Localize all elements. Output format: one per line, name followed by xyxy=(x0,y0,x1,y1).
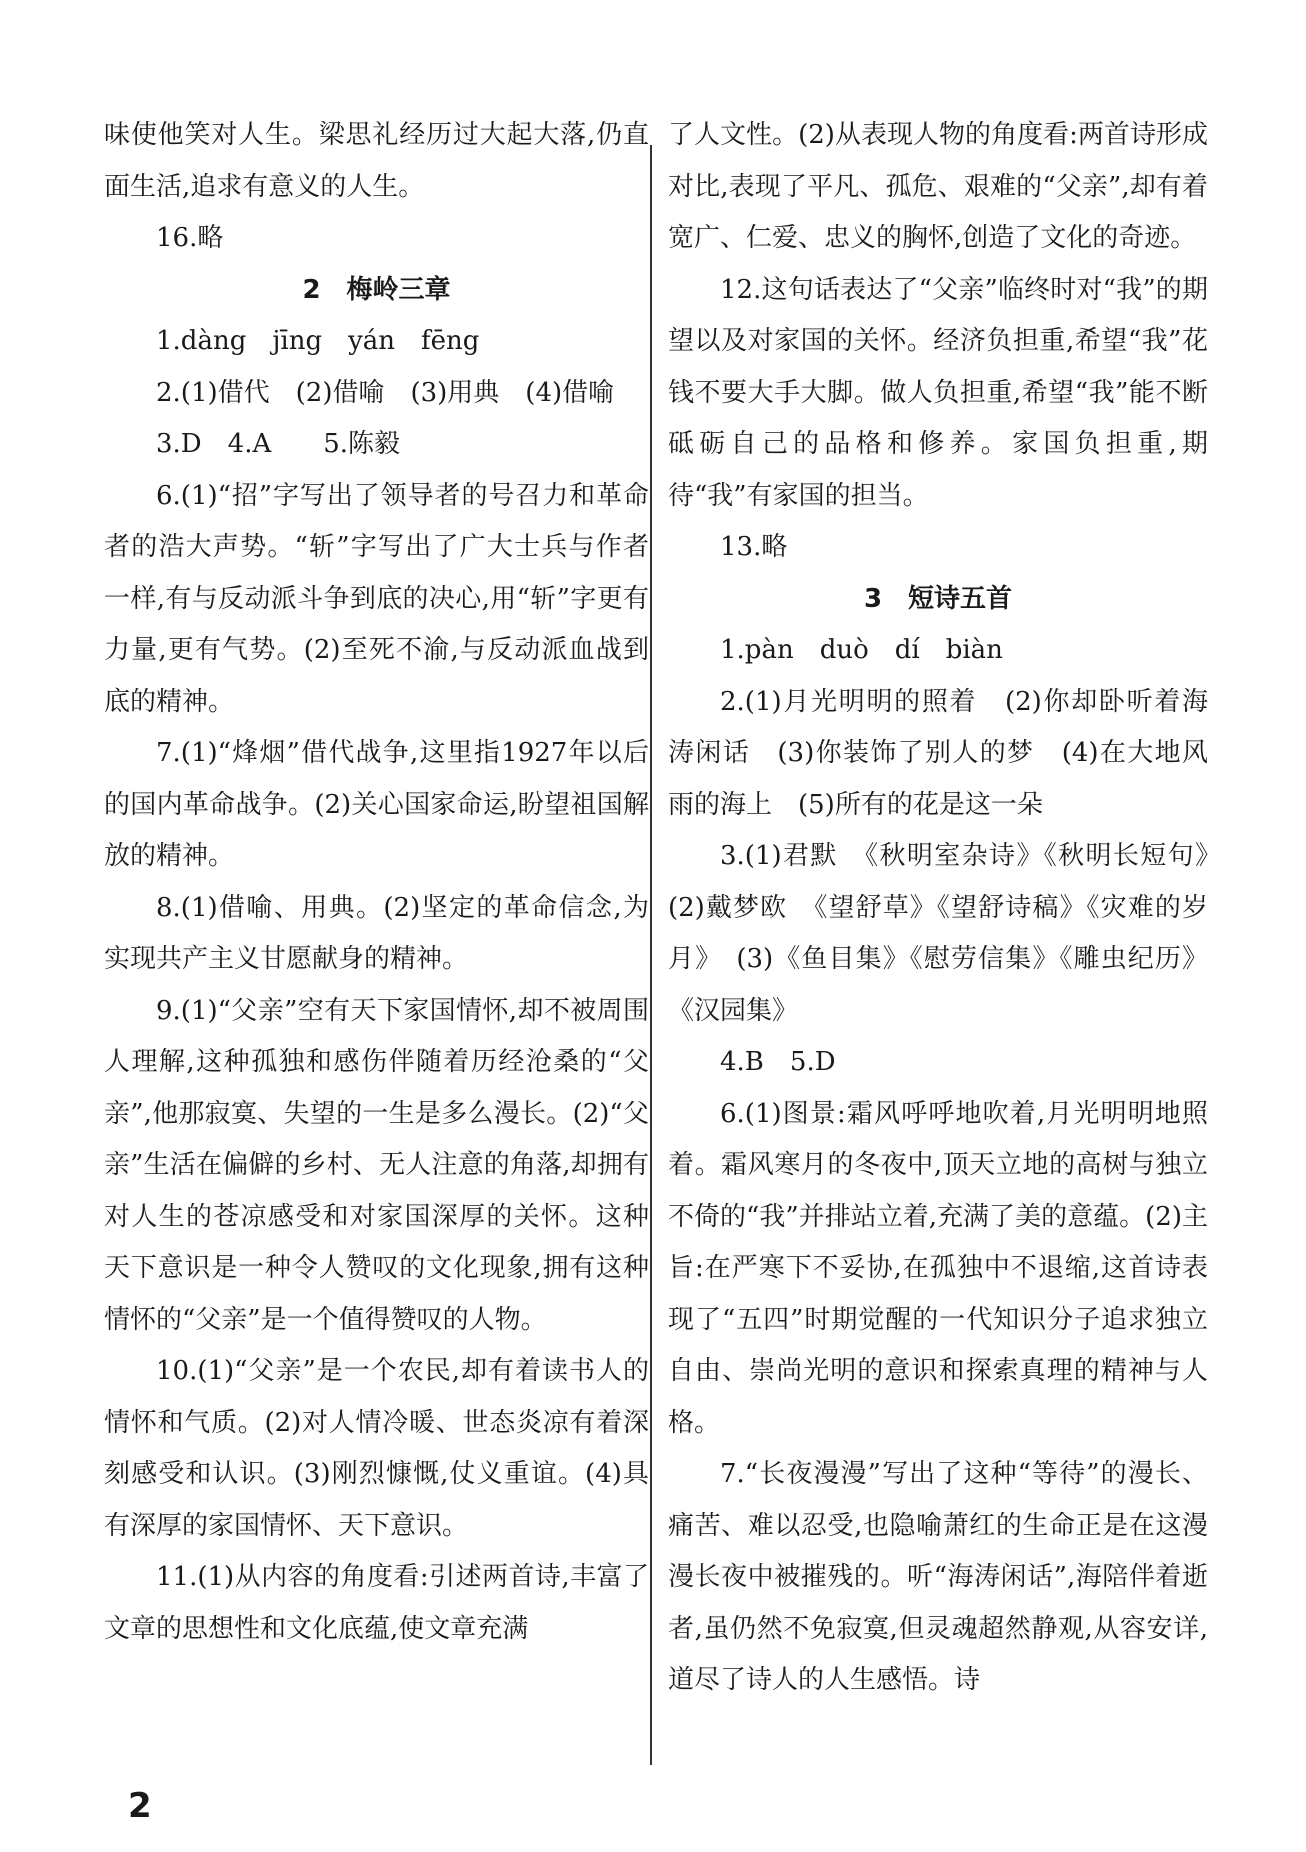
answer-paragraph: 7.(1)“烽烟”借代战争,这里指1927年以后的国内革命战争。(2)关心国家命运,盼望祖国解放的精神。 xyxy=(104,738,649,871)
answer-paragraph: 2.(1)月光明明的照着 (2)你却卧听着海涛闲话 (3)你装饰了别人的梦 (4)在大地风雨的海上 (5)所有的花是这一朵 xyxy=(668,686,1208,820)
page-number: 2 xyxy=(128,1786,152,1826)
answer-paragraph: 了人文性。(2)从表现人物的角度看:两首诗形成对比,表现了平凡、孤危、艰难的“父亲”,却有着宽广、仁爱、忠义的胸怀,创造了文化的奇迹。 xyxy=(668,120,1208,253)
answer-paragraph: 16.略 xyxy=(156,223,224,253)
answer-paragraph: 9.(1)“父亲”空有天下家国情怀,却不被周围人理解,这种孤独和感伤伴随着历经沧桑的“父亲”,他那寂寞、失望的一生是多么漫长。(2)“父亲”生活在偏僻的乡村、无人注意的角落,却拥有对人生的苍凉感受和对家国深厚的关怀。这种天下意识是一种令人赞叹的文化现象,拥有这种情怀的“父亲”是一个值得赞叹的人物。 xyxy=(104,995,649,1335)
right-column xyxy=(668,110,1235,1707)
answer-paragraph: 13.略 xyxy=(720,532,788,562)
answer-paragraph: 6.(1)图景:霜风呼呼地吹着,月光明明地照着。霜风寒月的冬夜中,顶天立地的高树与独立不倚的“我”并排站立着,充满了美的意蕴。(2)主旨:在严寒下不妥协,在孤独中不退缩,这首诗表现了“五四”时期觉醒的一代知识分子追求独立自由、崇尚光明的意识和探索真理的精神与人格。 xyxy=(668,1098,1208,1438)
answer-paragraph: 7.“长夜漫漫”写出了这种“等待”的漫长、痛苦、难以忍受,也隐喻萧红的生命正是在这漫漫长夜中被摧残的。听“海涛闲话”,海陪伴着逝者,虽仍然不免寂寞,但灵魂超然静观,从容安详,道尽了诗人的人生感悟。诗 xyxy=(668,1459,1208,1695)
left-column xyxy=(104,110,649,1655)
answer-paragraph: 8.(1)借喻、用典。(2)坚定的革命信念,为实现共产主义甘愿献身的精神。 xyxy=(104,892,649,974)
answer-paragraph: 10.(1)“父亲”是一个农民,却有着读书人的情怀和气质。(2)对人情冷暖、世态炎凉有着深刻感受和认识。(3)刚烈慷慨,仗义重谊。(4)具有深厚的家国情怀、天下意识。 xyxy=(104,1356,649,1541)
column-divider xyxy=(650,145,652,1765)
answer-paragraph: 1.pàn duò dí biàn xyxy=(720,635,1003,665)
answer-paragraph: 3.(1)君默 《秋明室杂诗》《秋明长短句》 (2)戴梦欧 《望舒草》《望舒诗稿》《灾难的岁月》 (3)《鱼目集》《慰劳信集》《雕虫纪历》《汉园集》 xyxy=(668,841,1235,1026)
answer-paragraph: 3.D 4.A 5.陈毅 xyxy=(156,429,401,459)
answer-paragraph: 11.(1)从内容的角度看:引述两首诗,丰富了文章的思想性和文化底蕴,使文章充满 xyxy=(104,1562,649,1644)
answer-paragraph: 2.(1)借代 (2)借喻 (3)用典 (4)借喻 xyxy=(156,377,615,408)
answer-paragraph: 1.dàng jīng yán fēng xyxy=(156,326,480,356)
section-heading: 3 短诗五首 xyxy=(863,583,1013,614)
answer-paragraph: 12.这句话表达了“父亲”临终时对“我”的期望以及对家国的关怀。经济负担重,希望“我”花钱不要大手大脚。做人负担重,希望“我”能不断砥砺自己的品格和修养。家国负担重,期待“我”有家国的担当。 xyxy=(668,274,1208,511)
answer-paragraph: 6.(1)“招”字写出了领导者的号召力和革命者的浩大声势。“斩”字写出了广大士兵与作者一样,有与反动派斗争到底的决心,用“斩”字更有力量,更有气势。(2)至死不渝,与反动派血战到底的精神。 xyxy=(104,480,649,717)
answer-paragraph: 4.B 5.D xyxy=(720,1047,836,1077)
answer-paragraph: 味使他笑对人生。梁思礼经历过大起大落,仍直面生活,追求有意义的人生。 xyxy=(104,120,649,202)
section-heading: 2 梅岭三章 xyxy=(302,274,451,305)
